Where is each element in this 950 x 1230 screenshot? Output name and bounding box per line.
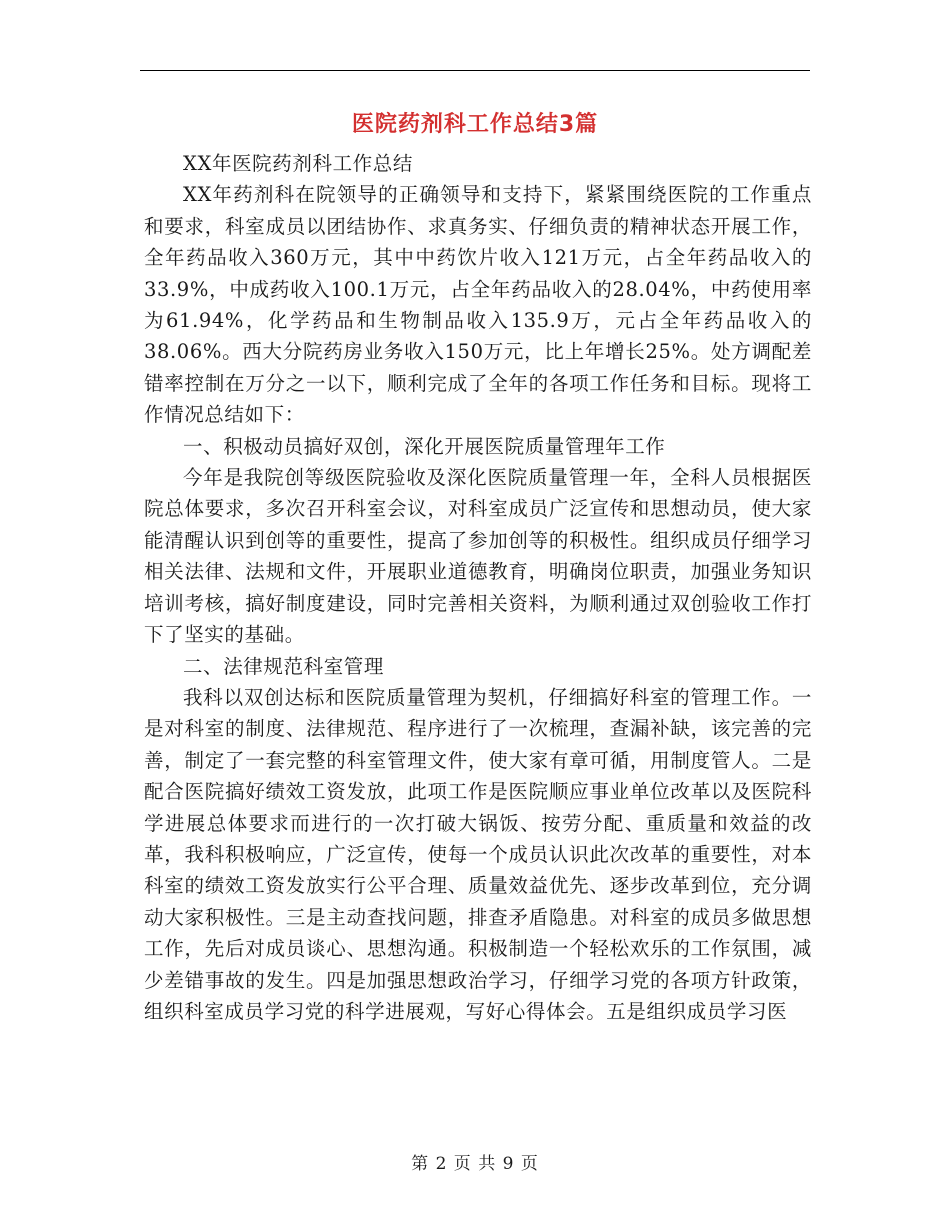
- section-2-paragraph: 我科以双创达标和医院质量管理为契机，仔细搞好科室的管理工作。一是对科室的制度、法律规范、程序进行了一次梳理，查漏补缺，该完善的完善，制定了一套完整的科室管理文件，使大家有章可循，用制度管人。二是配合医院搞好绩效工资发放，此项工作是医院顺应事业单位改革以及医院科学进展总体要求而进行的一次打破大锅饭、按劳分配、重质量和效益的改革，我科积极响应，广泛宣传，使每一个成员认识此次改革的重要性，对本科室的绩效工资发放实行公平合理、质量效益优先、逐步改革到位，充分调动大家积极性。三是主动查找问题，排查矛盾隐患。对科室的成员多做思想工作，先后对成员谈心、思想沟通。积极制造一个轻松欢乐的工作氛围，减少差错事故的发生。四是加强思想政治学习，仔细学习党的各项方针政策，组织科室成员学习党的科学进展观，写好心得体会。五是组织成员学习医: [144, 685, 812, 1023]
- section-heading-1: 一、积极动员搞好双创，深化开展医院质量管理年工作: [183, 434, 666, 458]
- section-subtitle: XX年医院药剂科工作总结: [183, 152, 413, 175]
- header-rule: [140, 70, 810, 71]
- document-title: 医院药剂科工作总结3篇: [351, 112, 599, 137]
- document-body: [144, 148, 812, 1027]
- section-heading-2: 二、法律规范科室管理: [183, 654, 385, 678]
- page-number: 第 2 页 共 9 页: [411, 1154, 539, 1174]
- section-1-paragraph: 今年是我院创等级医院验收及深化医院质量管理一年，全科人员根据医院总体要求，多次召开科室会议，对科室成员广泛宣传和思想动员，使大家能清醒认识到创等的重要性，提高了参加创等的积极性。组织成员仔细学习相关法律、法规和文件，开展职业道德教育，明确岗位职责，加强业务知识培训考核，搞好制度建设，同时完善相关资料，为顺利通过双创验收工作打下了坚实的基础。: [144, 466, 812, 647]
- intro-paragraph: XX年药剂科在院领导的正确领导和支持下，紧紧围绕医院的工作重点和要求，科室成员以团结协作、求真务实、仔细负责的精神状态开展工作，全年药品收入360万元，其中中药饮片收入121万元，占全年药品收入的33.9%，中成药收入100.1万元，占全年药品收入的28.04%，中药使用率为61.94%，化学药品和生物制品收入135.9万，元占全年药品收入的38.06%。西大分院药房业务收入150万元，比上年增长25%。处方调配差错率控制在万分之一以下，顺利完成了全年的各项工作任务和目标。现将工作情况总结如下：: [144, 183, 812, 427]
